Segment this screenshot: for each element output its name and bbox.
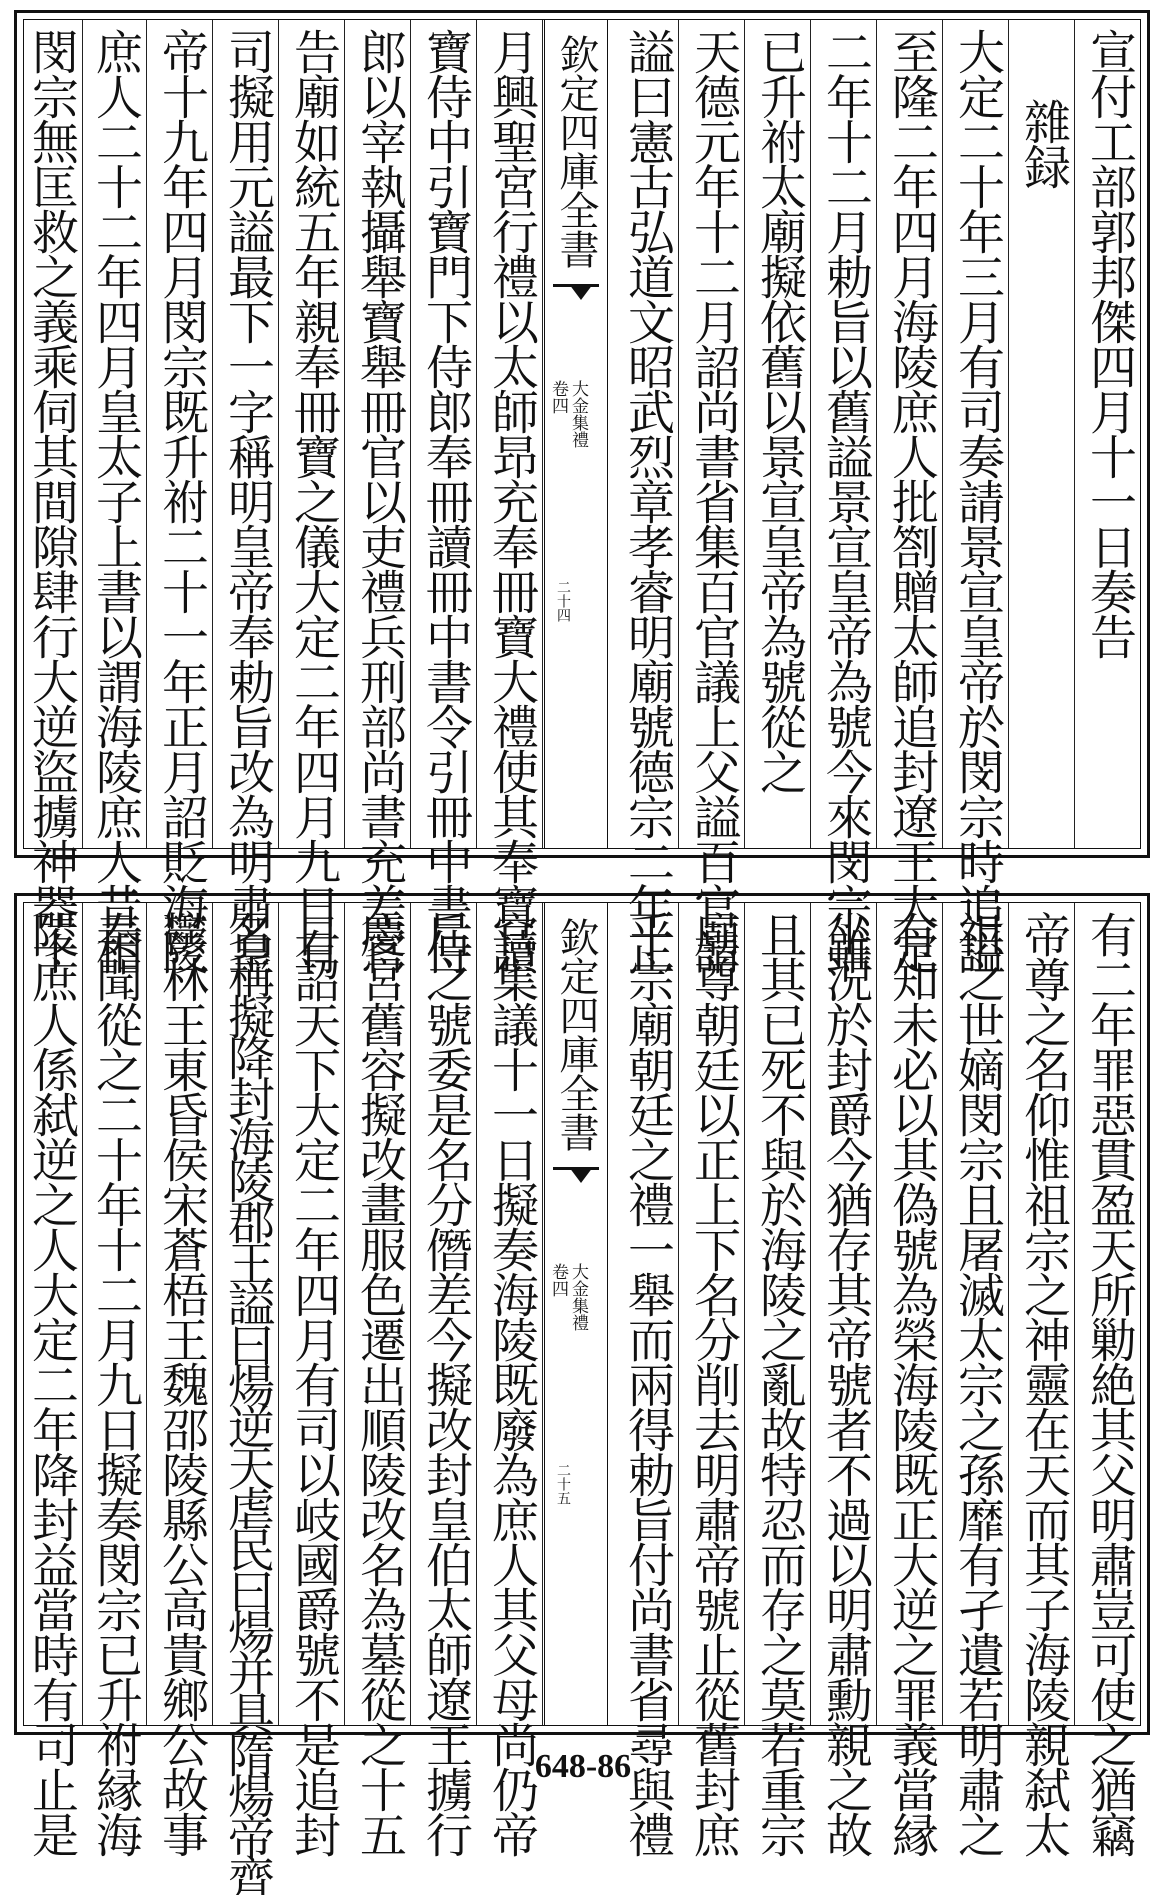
column-rule [344,20,345,848]
column-rule [476,903,477,1725]
text-column: 陵庶人係弑逆之人大定二年降封益當時有司止是 [24,911,79,1856]
column-rule [278,903,279,1725]
text-column: 月興聖宮行禮以太師昻充奉冊寶大禮使其奉寶讀 [484,28,539,973]
column-rule [410,20,411,848]
column-rule [678,903,679,1725]
column-rule [810,903,811,1725]
column-rule [810,20,811,848]
text-column: 郎以宰執攝舉寶舉冊官以吏禮兵刑部尚書充差官 [352,28,407,973]
column-rule [744,903,745,1725]
text-column: 日詔天下大定二年四月有司以岐國爵號不是追封 [286,911,341,1856]
text-column: 謚曰憲古弘道文昭武烈章孝睿明廟號德宗二年正 [620,28,675,973]
text-column: 坐況於封爵今猶存其帝號者不過以明肅勳親之故 [818,911,873,1856]
column-rule [876,20,877,848]
text-column: 有二年罪惡貫盈天所勦絶其父明肅豈可使之猶竊 [1082,911,1137,1856]
column-rule [410,903,411,1725]
column-rule [82,903,83,1725]
book-subtitle: 卷四 大金集禮 [548,380,588,448]
text-column: 后之號委是名分僭差今擬改封皇伯太師遼王擄行 [418,911,473,1856]
column-rule [344,903,345,1725]
text-column: 天德元年十二月詔尚書省集百官議上父謚百官請 [686,28,741,973]
column-rule [678,20,679,848]
column-rule [82,20,83,848]
column-rule [1008,20,1009,848]
column-rule [1074,903,1075,1725]
text-column: 名稱擬降封海陵郡王謚曰煬逆天虐民曰煬并具隋煬帝齊 [220,911,275,1895]
text-column: 慶宮舊容擬改畫服色遷出順陵改名為墓從之十五 [352,911,407,1856]
text-column: 二年十二月勅旨以舊謚景宣皇帝為號今來閔宗雖 [818,28,873,973]
text-column: 已升祔太廟擬依舊以景宣皇帝為號從之 [752,28,807,793]
column-rule [146,903,147,1725]
section-heading: 雜録 [1016,98,1071,188]
column-rule [1008,903,1009,1725]
fish-tail-mark [553,284,599,311]
center-gutter [544,903,608,1725]
center-gutter [544,20,608,848]
column-rule [146,20,147,848]
leaf-number: 二十四 [555,580,571,622]
text-column: 帝尊之名仰惟祖宗之神靈在天而其子海陵親弑太 [1016,911,1071,1856]
top-page [14,10,1150,973]
book-title: 欽定四庫全書 [553,917,599,1151]
text-column: 宣付工部郭邦傑四月十一日奏告 [1082,28,1137,658]
column-rule [744,20,745,848]
column-rule [942,903,943,1725]
column-rule [542,20,543,848]
column-rule [1074,20,1075,848]
text-column: 鬱林王東昏侯宋蒼梧王魏邵陵縣公高貴鄉公故事 [154,911,209,1856]
text-column: 官集議十一日擬奏海陵既廢為庶人其父母尚仍帝 [484,911,539,1856]
column-rule [542,903,543,1725]
book-subtitle: 卷四 大金集禮 [548,1263,588,1331]
text-column: 帝十九年四月閔宗既升祔二十一年正月詔貶海陵 [154,28,209,973]
text-column: 告廟如統五年親奉冊寶之儀大定二年四月九日有 [286,28,341,973]
top-page-frame [23,19,1141,973]
leaf-number: 二十五 [555,1463,571,1505]
text-column: 司擬用元謚最下一字稱明皇帝奉勅旨改為明肅皇 [220,28,275,973]
text-column: 且其已死不與於海陵之亂故特忍而存之莫若重宗 [752,911,807,1856]
column-rule [476,20,477,848]
book-title: 欽定四庫全書 [553,34,599,268]
text-column: 庶人二十二年四月皇太子上書以謂海陵庶人昔相 [88,28,143,973]
column-rule [212,903,213,1725]
text-column: 廟尊朝廷以正上下名分削去明肅帝號止從舊封庶 [686,911,741,1856]
text-column: 乎宗廟朝廷之禮一舉而兩得勅旨付尚書省尋與禮 [620,911,675,1856]
text-column: 有知未必以其偽號為榮海陵既正大逆之罪義當縁 [884,911,939,1856]
text-column: 祖之世嫡閔宗且屠滅太宗之孫靡有孑遺若明肅之 [950,911,1005,1856]
column-rule [278,20,279,848]
column-rule [876,903,877,1725]
column-rule [212,20,213,848]
text-column: 閔宗無匡救之義乘伺其間隙肆行大逆盜擄神器十 [24,28,79,973]
text-column: 大定二十年三月有司奏請景宣皇帝於閔宗時追謚 [950,28,1005,973]
page-number: 648-86 [534,1748,632,1785]
column-rule [942,20,943,848]
text-column: 至隆二年四月海陵庶人批劄贈太師追封遼王大定 [884,28,939,973]
text-column: 寶侍中引寶門下侍郎奉冊讀冊中書令引冊中書侍 [418,28,473,973]
fish-tail-mark [553,1167,599,1194]
text-column: 奏聞從之二十年十二月九日擬奏閔宗已升祔縁海 [88,911,143,1856]
